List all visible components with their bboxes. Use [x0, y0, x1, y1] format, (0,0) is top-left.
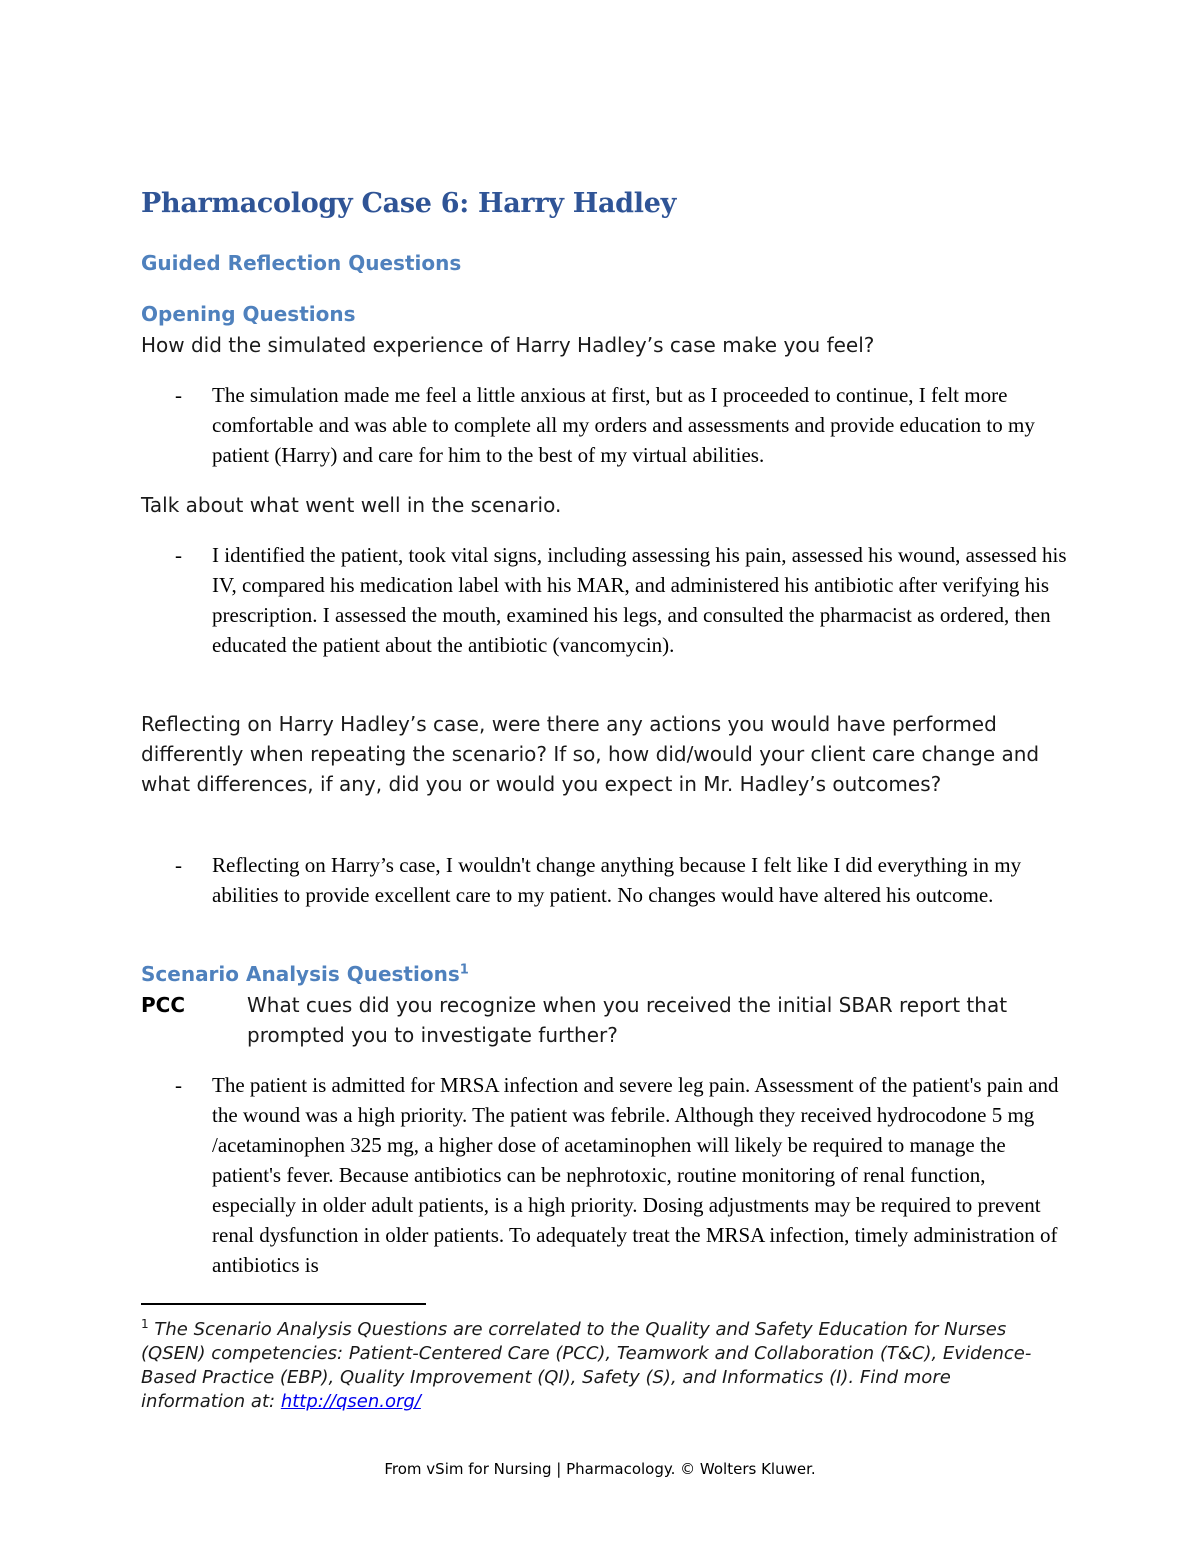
bullet-dash: - [175, 383, 182, 407]
pcc-label: PCC [141, 993, 186, 1017]
footnote-reference: 1 [459, 962, 469, 978]
qsen-link[interactable]: http://qsen.org/ [280, 1391, 421, 1412]
scenario-analysis-heading [141, 962, 469, 986]
footnote [141, 1318, 1051, 1414]
footnote-text: The Scenario Analysis Questions are correlated to the Quality and Safety Education for Nurses (QSEN) competencies: Patient-Centered Care (PCC), Teamwork and Collaboration (T&C), Evidence-Based Practice (EBP), Quality Improvement (QI), Safety (S), and Informatics (I). Find more information at: [141, 1319, 1032, 1412]
opening-question-1: How did the simulated experience of Harry Hadley’s case make you feel? [141, 333, 875, 357]
answer-3-text: Reflecting on Harry’s case, I wouldn't change anything because I felt like I did everything in my abilities to provide excellent care to my patient. No changes would have altered his outcome. [212, 853, 1022, 907]
page-footer: From vSim for Nursing | Pharmacology. © Wolters Kluwer. [384, 1460, 816, 1478]
pcc-question: What cues did you recognize when you received the initial SBAR report that prompted you to investigate further? [247, 993, 1008, 1047]
bullet-dash: - [175, 853, 182, 877]
answer-1-text: The simulation made me feel a little anxious at first, but as I proceeded to continue, I felt more comfortable and was able to complete all my orders and assessments and provide education to my patient (Harry) and care for him to the best of my virtual abilities. [212, 383, 1035, 467]
page-title: Pharmacology Case 6: Harry Hadley [141, 188, 676, 219]
footnote-mark: 1 [141, 1317, 149, 1331]
bullet-dash: - [175, 1073, 182, 1097]
scenario-heading-text: Scenario Analysis Questions [141, 962, 460, 986]
footnote-divider [141, 1303, 426, 1305]
opening-question-2: Talk about what went well in the scenario. [141, 493, 562, 517]
bullet-dash: - [175, 543, 182, 567]
opening-question-3: Reflecting on Harry Hadley’s case, were there any actions you would have performed differently when repeating the scenario? If so, how did/would your client care change and what differences, if any, did you or would you expect in Mr. Hadley’s outcomes? [141, 712, 1040, 796]
pcc-answer-text: The patient is admitted for MRSA infection and severe leg pain. Assessment of the patient's pain and the wound was a high priority. The patient was febrile. Although they received hydrocodone 5 mg /acetaminophen 325 mg, a higher dose of acetaminophen will likely be required to manage the patient's fever. Because antibiotics can be nephrotoxic, routine monitoring of renal function, especially in older adult patients, is a high priority. Dosing adjustments may be required to prevent renal dysfunction in older patients. To adequately treat the MRSA infection, timely administration of antibiotics is [212, 1073, 1059, 1277]
section-subtitle: Guided Reflection Questions [141, 251, 462, 275]
answer-2-text: I identified the patient, took vital signs, including assessing his pain, assessed his wound, assessed his IV, compared his medication label with his MAR, and administered his antibiotic after verifying his prescription. I assessed the mouth, examined his legs, and consulted the pharmacist as ordered, then educated the patient about the antibiotic (vancomycin). [212, 543, 1067, 657]
opening-questions-heading: Opening Questions [141, 302, 356, 326]
